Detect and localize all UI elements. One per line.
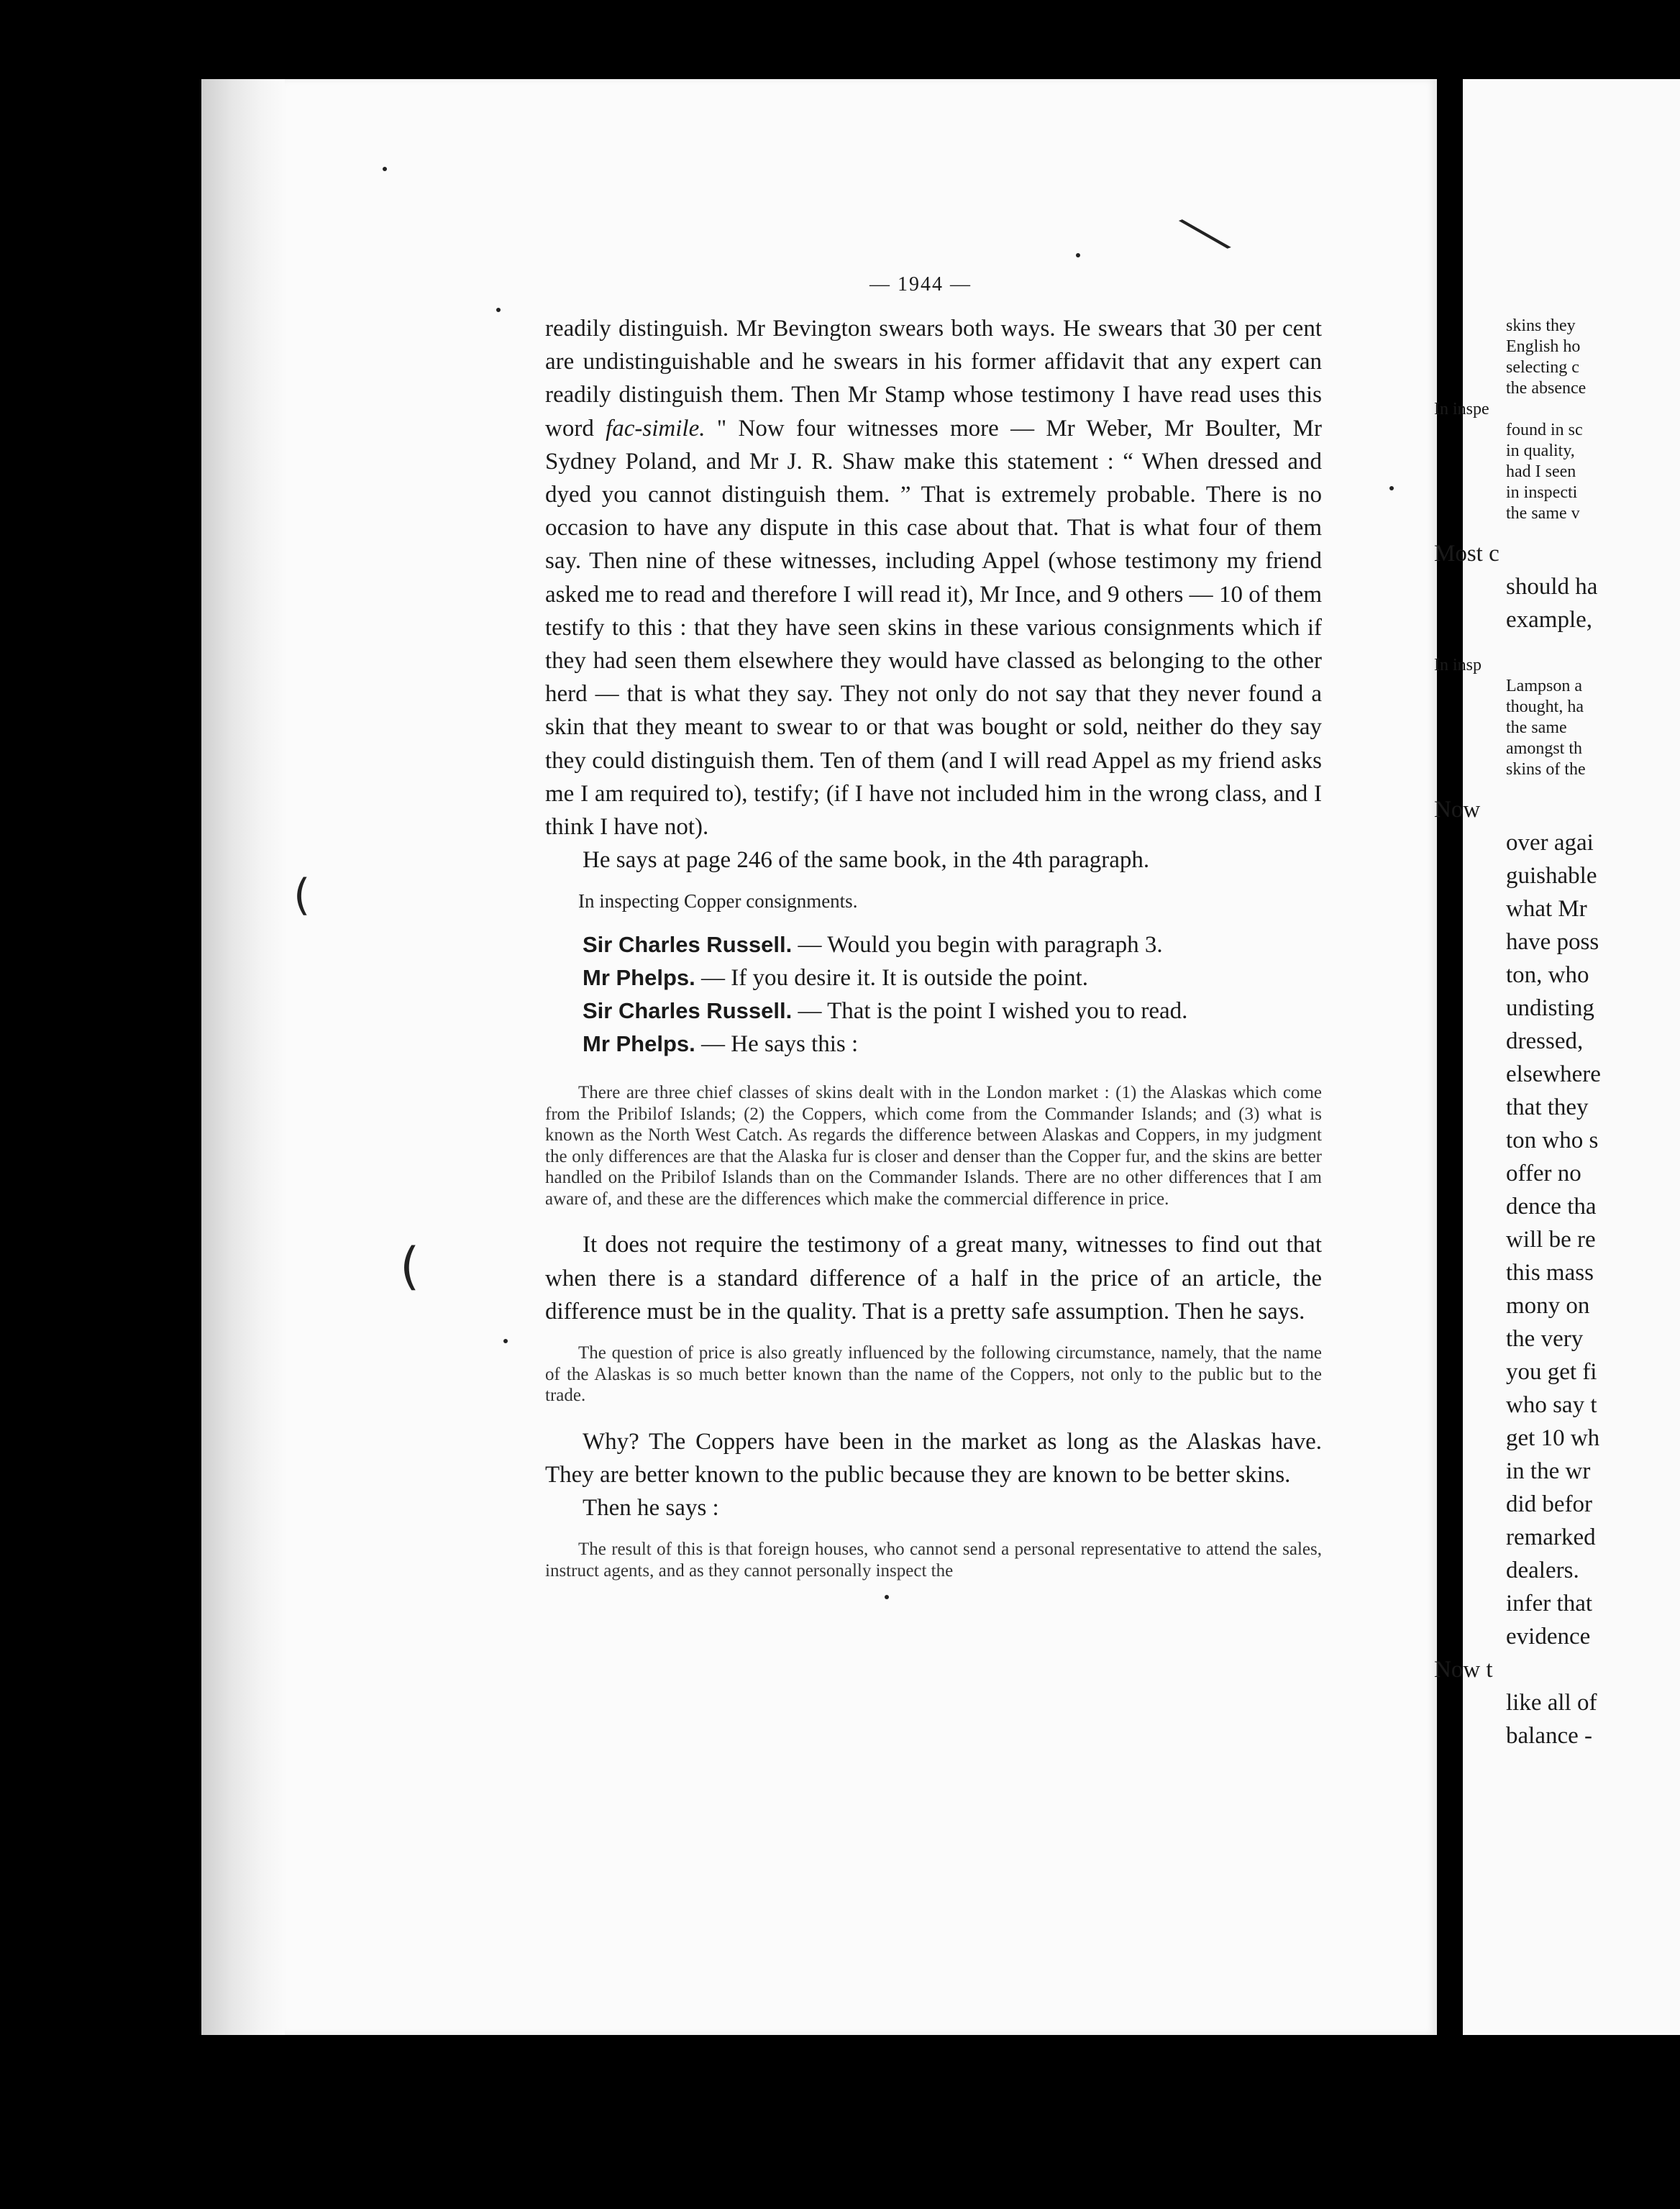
dialogue-line xyxy=(583,961,1322,994)
right-page-line: Now xyxy=(1434,797,1481,823)
right-page-line: did befor xyxy=(1506,1491,1593,1517)
dialogue xyxy=(583,928,1322,1061)
right-page-line: Lampson a xyxy=(1506,677,1582,695)
dialogue-text: — Would you begin with paragraph 3. xyxy=(798,932,1163,959)
right-page-line: selecting c xyxy=(1506,358,1579,377)
right-page-line: the very xyxy=(1506,1326,1584,1352)
speaker: Mr Phelps. xyxy=(583,965,695,991)
right-page-line: that they xyxy=(1506,1094,1589,1120)
pen-mark: ⟍ xyxy=(1174,196,1236,273)
right-page-line: undisting xyxy=(1506,995,1594,1021)
right-page-line: balance - xyxy=(1506,1723,1592,1749)
right-page-line: amongst th xyxy=(1506,739,1582,758)
block-quote-3: The result of this is that foreign houses, who cannot send a personal representative to attend the sales, instruct agents, and as they cannot personally inspect the xyxy=(545,1540,1322,1581)
right-page-line: In insp xyxy=(1434,656,1482,674)
right-page-partial xyxy=(1434,79,1680,2035)
right-page-line: Most c xyxy=(1434,541,1499,567)
right-page-line: infer that xyxy=(1506,1591,1593,1616)
paragraph-3: It does not require the testimony of a great many, witnesses to find out that when there is a standard difference of a half in the price of an article, the difference must be in the quality. That is a pretty safe assumption. Then he says. xyxy=(545,1232,1322,1325)
speaker: Mr Phelps. xyxy=(583,1031,695,1057)
paragraph-4: Why? The Coppers have been in the market as long as the Alaskas have. They are better known to the public because they are known to be better skins. xyxy=(545,1428,1322,1488)
right-page-line: the same xyxy=(1506,718,1567,737)
paragraph-2: He says at page 246 of the same book, in the 4th paragraph. xyxy=(583,847,1150,874)
right-page-line: mony on xyxy=(1506,1293,1590,1319)
right-page-line: the same v xyxy=(1506,504,1580,523)
paragraph-1 xyxy=(545,312,1322,843)
right-page-line: ton who s xyxy=(1506,1128,1599,1153)
right-page-line: you get fi xyxy=(1506,1359,1597,1385)
right-page-line: English ho xyxy=(1506,337,1581,356)
right-page-line: offer no xyxy=(1506,1161,1581,1186)
right-page-line: In inspe xyxy=(1434,400,1489,419)
speaker: Sir Charles Russell. xyxy=(583,932,793,958)
scan-speck xyxy=(885,1595,889,1599)
scan-speck xyxy=(383,167,387,171)
right-page-line: over agai xyxy=(1506,830,1594,856)
dialogue-line xyxy=(583,994,1322,1028)
right-page-line: elsewhere xyxy=(1506,1061,1601,1087)
right-page-line: evidence xyxy=(1506,1624,1591,1650)
right-page-line: who say t xyxy=(1506,1392,1597,1418)
paragraph-1-italic: fac-simile. xyxy=(606,415,706,442)
right-page-line: should ha xyxy=(1506,574,1598,600)
right-page-line: guishable xyxy=(1506,863,1597,889)
gutter xyxy=(1437,79,1463,2035)
block-quote-1: There are three chief classes of skins dealt with in the London market : (1) the Alaskas which come from the Pribilof Islands; (2) the Coppers, which come from the Commander Islands; and (3) what is known as the North West Catch. As regards the difference between Alaskas and Coppers, in my judgment the only differences are that the Alaska fur is closer and denser than the Copper fur, and the skins are better handled on the Pribilof Islands than on the Commander Islands. There are no other differences that I am aware of, and these are the differences which make the commercial difference in price. xyxy=(545,1083,1322,1209)
right-page-line: found in sc xyxy=(1506,421,1583,439)
right-page-line: dence tha xyxy=(1506,1194,1597,1220)
speaker: Sir Charles Russell. xyxy=(583,998,793,1024)
quote-heading: In inspecting Copper consignments. xyxy=(578,890,858,913)
paragraph-1-rest: " Now four witnesses more — Mr Weber, Mr Boulter, Mr Sydney Poland, and Mr J. R. Shaw make this statement : “ When dressed and dyed you cannot distinguish them. ” That is extremely probable. There is no occasion to have any dispute in this case about that. That is what four of them say. Then nine of these witnesses, including Appel (whose testimony my friend asked me to read and therefore I will read it), Mr Ince, and 9 others — 10 of them testify to this : that they have seen skins in these various consignments which if they had seen them elsewhere they would have classed as belonging to the other herd — that is what they say. They not only do not say that they never found a skin that they meant to swear to or that was bought or sold, neither do they say they could distinguish them. Ten of them (and I will read Appel as my friend asks me I am required to), testify; (if I have not included him in the wrong class, and I think I have not). xyxy=(545,415,1323,841)
pen-mark: ( xyxy=(293,870,311,920)
text-column xyxy=(545,312,1322,1581)
right-page-line: skins they xyxy=(1506,316,1576,335)
paragraph-1-text: readily distinguish. Mr Bevington swears both ways. He swears that 30 per cent are undistinguishable and he swears in his former affidavit that any expert can readily distinguish them. Then Mr Stamp whose testimony I have read uses this word xyxy=(545,316,1322,442)
right-page-line: the absence xyxy=(1506,379,1587,398)
right-page-line: ton, who xyxy=(1506,962,1589,988)
page-edge xyxy=(201,79,288,2035)
scan-speck xyxy=(1389,486,1394,490)
right-page-line: Now t xyxy=(1434,1657,1493,1683)
right-page-line: dealers. xyxy=(1506,1558,1579,1583)
pen-mark: ( xyxy=(400,1237,420,1296)
right-page-line: will be re xyxy=(1506,1227,1596,1253)
right-page-line: this mass xyxy=(1506,1260,1594,1286)
scan-speck xyxy=(496,308,501,312)
right-page-line: what Mr xyxy=(1506,896,1587,922)
block-quote-2: The question of price is also greatly influenced by the following circumstance, namely, that the name of the Alaskas is so much better known than the name of the Coppers, not only to the public but to the trade. xyxy=(545,1343,1322,1406)
right-page-line: have poss xyxy=(1506,929,1599,955)
scan-speck xyxy=(503,1339,508,1343)
right-page-line: had I seen xyxy=(1506,462,1576,481)
right-page-line: dressed, xyxy=(1506,1028,1584,1054)
right-page-line: thought, ha xyxy=(1506,698,1584,716)
right-page-line: remarked xyxy=(1506,1524,1596,1550)
right-page-line: in the wr xyxy=(1506,1458,1591,1484)
dialogue-line xyxy=(583,1028,1322,1061)
right-page-line: get 10 wh xyxy=(1506,1425,1600,1451)
right-page-line: like all of xyxy=(1506,1690,1597,1716)
right-page-line: in inspecti xyxy=(1506,483,1578,502)
right-page-line: skins of the xyxy=(1506,760,1586,779)
dialogue-line xyxy=(583,928,1322,961)
right-page-line: in quality, xyxy=(1506,442,1575,460)
dialogue-text: — If you desire it. It is outside the point. xyxy=(701,965,1089,992)
dialogue-text: — He says this : xyxy=(701,1031,859,1058)
scan-speck xyxy=(1076,253,1080,257)
right-page-line: example, xyxy=(1506,607,1593,633)
dialogue-text: — That is the point I wished you to read. xyxy=(798,998,1188,1025)
paragraph-5: Then he says : xyxy=(583,1494,719,1521)
page-number: — 1944 — xyxy=(869,273,972,296)
